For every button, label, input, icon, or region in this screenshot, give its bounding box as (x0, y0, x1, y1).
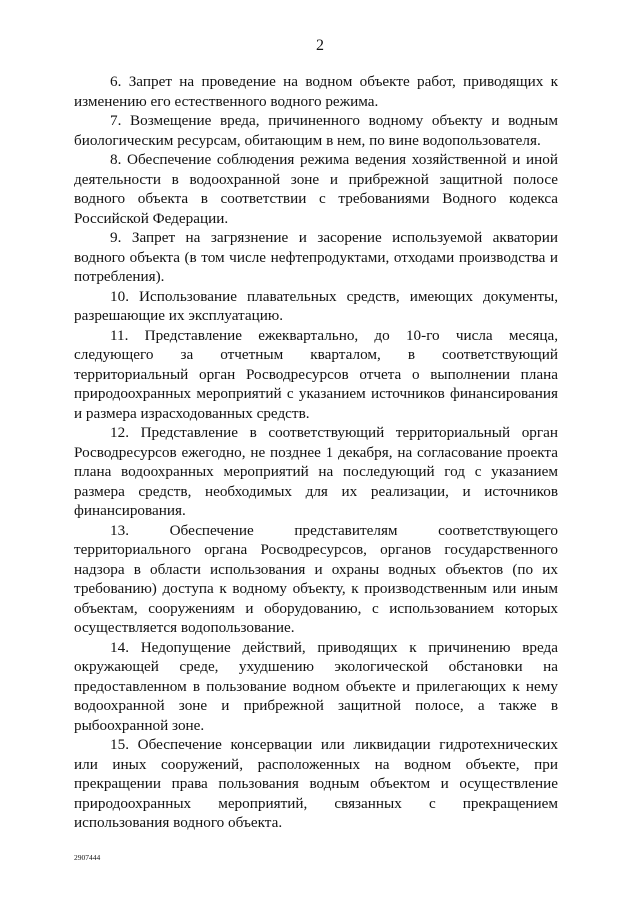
page-number: 2 (316, 37, 324, 54)
document-body (74, 72, 558, 833)
list-item-6: 6. Запрет на проведение на водном объекте работ, приводящих к изменению его естественного водного режима. (74, 73, 558, 110)
document-id: 2907444 (74, 853, 101, 862)
list-item-9: 9. Запрет на загрязнение и засорение используемой акватории водного объекта (в том числе нефтепродуктами, отходами производства и потребления). (74, 229, 558, 285)
list-item-14: 14. Недопущение действий, приводящих к причинению вреда окружающей среде, ухудшению экологической обстановки на предоставленном в пользование водном объекте и прилегающих к нему водоохранной зоне и прибрежной защитной полосе, а также в рыбоохранной зоне. (74, 638, 558, 734)
list-item-10: 10. Использование плавательных средств, имеющих документы, разрешающие их эксплуатацию. (74, 287, 558, 324)
list-item-11: 11. Представление ежеквартально, до 10-го числа месяца, следующего за отчетным кварталом, в соответствующий территориальный орган Росводресурсов отчета о выполнении плана природоохранных мероприятий с указанием источников финансирования и размера израсходованных средств. (74, 326, 558, 422)
list-item-12: 12. Представление в соответствующий территориальный орган Росводресурсов ежегодно, не позднее 1 декабря, на согласование проекта плана водоохранных мероприятий на последующий год с указанием размера средств, необходимых для их реализации, и источников финансирования. (74, 424, 558, 519)
list-item-15: 15. Обеспечение консервации или ликвидации гидротехнических или иных сооружений, расположенных на водном объекте, при прекращении права пользования водным объектом и осуществление природоохранных мероприятий, связанных с прекращением использования водного объекта. (74, 736, 558, 831)
list-item-13: 13. Обеспечение представителям соответствующего территориального органа Росводресурсов, органов государственного надзора в области использования и охраны водных объектов (по их требованию) доступа к водному объекту, к производственным или иным объектам, сооружениям и оборудованию, с использованием которых осуществляется водопользование. (74, 521, 558, 636)
list-item-7: 7. Возмещение вреда, причиненного водному объекту и водным биологическим ресурсам, обитающим в нем, по вине водопользователя. (74, 112, 558, 149)
list-item-8: 8. Обеспечение соблюдения режима ведения хозяйственной и иной деятельности в водоохранной зоне и прибрежной защитной полосе водного объекта в соответствии с требованиями Водного кодекса Российской Федерации. (74, 151, 558, 227)
